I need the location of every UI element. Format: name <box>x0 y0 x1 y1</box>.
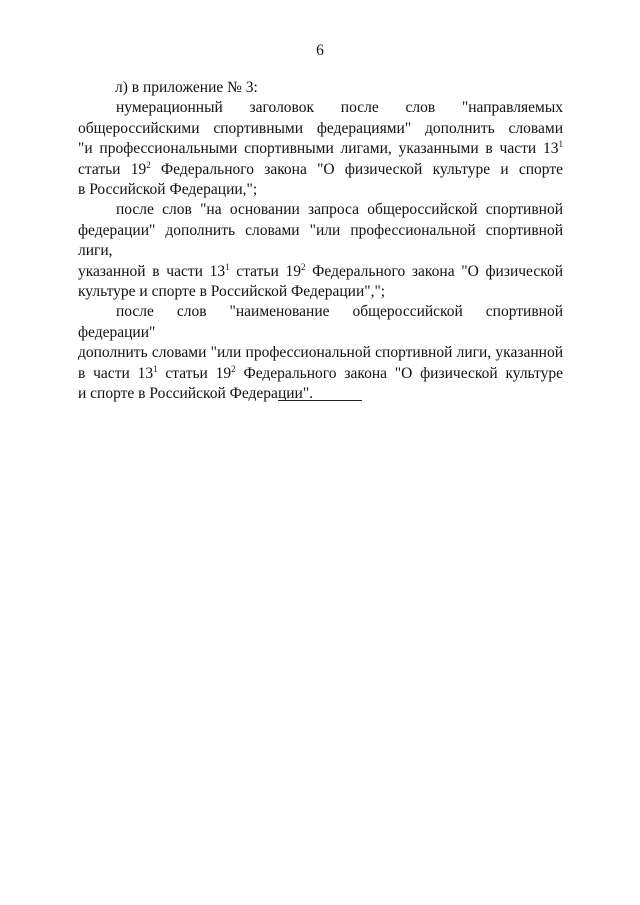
text-line: федерации" дополнить словами "или профессиональной спортивной лиги, <box>78 221 563 260</box>
superscript: 2 <box>231 363 236 374</box>
superscript: 1 <box>225 261 230 272</box>
text-fragment: в части 13 <box>78 364 154 382</box>
superscript: 2 <box>146 159 151 170</box>
page-number: 6 <box>316 42 324 59</box>
text-fragment: Федерального закона "О физической <box>305 262 563 280</box>
paragraph-l-intro <box>78 78 563 98</box>
text-line <box>78 160 563 180</box>
text-line: культуре и спорте в Российской Федерации","; <box>78 283 386 301</box>
text-line: л) в приложение № 3: <box>115 79 258 96</box>
text-fragment: "и профессиональными спортивными лигами, указанными в части 13 <box>78 140 559 158</box>
text-fragment: указанной в части 13 <box>78 262 226 280</box>
text-fragment: Федерального закона "О физической культуре <box>235 364 563 382</box>
text-fragment: статьи 19 <box>229 262 301 280</box>
text-line: общероссийскими спортивными федерациями" дополнить словами <box>78 119 563 137</box>
superscript: 1 <box>558 139 563 150</box>
superscript: 2 <box>300 261 306 272</box>
text-fragment: статьи 19 <box>78 160 147 178</box>
end-divider <box>278 400 362 401</box>
text-line: в Российской Федерации,"; <box>78 181 258 199</box>
text-line <box>78 262 563 282</box>
superscript: 1 <box>153 363 158 374</box>
text-line <box>78 364 563 384</box>
text-line: дополнить словами "или профессиональной спортивной лиги, указанной <box>78 344 563 362</box>
text-line: после слов "наименование общероссийской спортивной федерации" <box>78 303 563 341</box>
text-fragment: Федерального закона "О физической культуре и спорте <box>150 160 563 178</box>
text-fragment: статьи 19 <box>157 364 232 382</box>
text-line: и спорте в Российской Федерации". <box>78 385 314 403</box>
paragraph-request-amendment <box>78 200 563 302</box>
text-line <box>78 139 563 159</box>
document-body <box>78 78 563 405</box>
text-line: после слов "на основании запроса общероссийской спортивной <box>116 201 563 219</box>
paragraph-name-amendment <box>78 302 563 404</box>
paragraph-heading-amendment <box>78 98 563 200</box>
text-line: нумерационный заголовок после слов "направляемых <box>116 99 563 117</box>
